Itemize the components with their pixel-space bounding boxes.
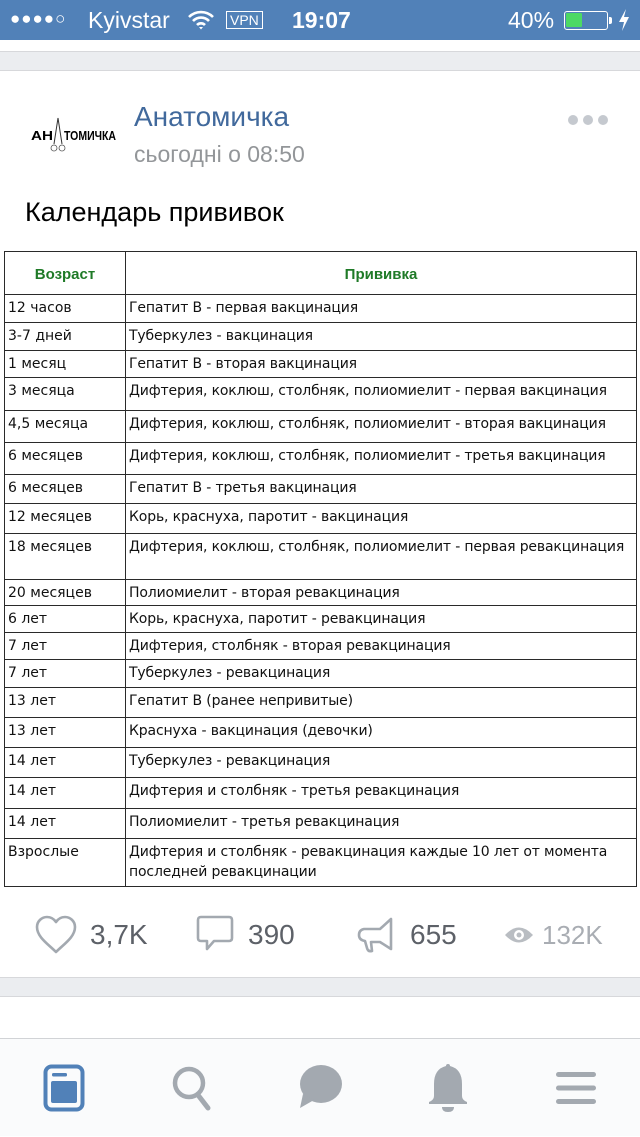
clock: 19:07: [292, 7, 351, 33]
table-row: [5, 718, 637, 748]
signal-strength-icon: ●●●●○: [10, 9, 67, 28]
vaccine-cell: Гепатит В - первая вакцинация: [126, 295, 637, 323]
table-row: [5, 778, 637, 809]
comment-button[interactable]: [196, 905, 295, 965]
age-cell: 14 лет: [5, 748, 126, 778]
more-dot-icon: [598, 115, 608, 125]
table-row: [5, 606, 637, 633]
wifi-icon: [188, 10, 214, 30]
table-row: [5, 411, 637, 443]
repost-button[interactable]: [356, 905, 457, 965]
views-count: 132K: [542, 919, 603, 950]
vaccine-cell: Гепатит В - третья вакцинация: [126, 475, 637, 504]
tab-news[interactable]: [0, 1039, 128, 1137]
newsfeed-icon: [43, 1064, 85, 1112]
table-row: [5, 351, 637, 378]
status-bar: [0, 0, 640, 40]
table-row: [5, 748, 637, 778]
vaccine-cell: Гепатит В - вторая вакцинация: [126, 351, 637, 378]
age-cell: 3 месяца: [5, 378, 126, 411]
battery-level-fill: [566, 13, 582, 27]
megaphone-icon: [356, 915, 398, 955]
table-header-row: [5, 252, 637, 295]
age-cell: 18 месяцев: [5, 534, 126, 580]
table-row: [5, 534, 637, 580]
table-row: [5, 323, 637, 351]
age-cell: 13 лет: [5, 718, 126, 748]
battery-percent: 40%: [508, 7, 555, 33]
age-cell: 13 лет: [5, 688, 126, 718]
vaccine-cell: Корь, краснуха, паротит - вакцинация: [126, 504, 637, 534]
comment-count: 390: [248, 919, 295, 950]
vaccine-cell: Дифтерия и столбняк - ревакцинация каждые 10 лет от момента последней ревакцинации: [126, 839, 637, 887]
tab-search[interactable]: [128, 1039, 256, 1137]
vaccination-table[interactable]: [4, 251, 637, 887]
search-icon: [170, 1064, 214, 1112]
age-cell: 6 месяцев: [5, 443, 126, 475]
table-row: [5, 633, 637, 660]
bottom-tab-bar: [0, 1038, 640, 1136]
table-row: [5, 475, 637, 504]
bell-icon: [427, 1062, 469, 1114]
message-bubble-icon: [297, 1064, 343, 1112]
age-cell: Взрослые: [5, 839, 126, 887]
battery-icon: [564, 11, 608, 30]
feed-separator: [0, 977, 640, 997]
community-avatar[interactable]: [26, 104, 120, 164]
eye-icon: [504, 924, 534, 946]
vaccine-cell: Туберкулез - ревакцинация: [126, 660, 637, 688]
carrier-name: Kyivstar: [88, 7, 170, 33]
battery-tip: [609, 17, 612, 24]
table-row: [5, 660, 637, 688]
more-options-button[interactable]: [568, 115, 608, 127]
vaccine-cell: Дифтерия, коклюш, столбняк, полиомиелит - третья вакцинация: [126, 443, 637, 475]
post-text: Календарь прививок: [25, 197, 284, 227]
vpn-badge: VPN: [226, 11, 263, 29]
tab-menu[interactable]: [512, 1039, 640, 1137]
comment-icon: [196, 915, 236, 955]
table-row: [5, 443, 637, 475]
vaccine-cell: Туберкулез - вакцинация: [126, 323, 637, 351]
table-row: [5, 839, 637, 887]
svg-text:АН: АН: [31, 128, 53, 143]
svg-text:ТОМИЧКА: ТОМИЧКА: [64, 128, 117, 143]
table-row: [5, 504, 637, 534]
heart-icon: [34, 915, 78, 955]
feed-separator: [0, 51, 640, 71]
vaccine-cell: Дифтерия, коклюш, столбняк, полиомиелит - вторая вакцинация: [126, 411, 637, 443]
hamburger-menu-icon: [555, 1071, 597, 1105]
table-row: [5, 688, 637, 718]
vaccine-cell: Краснуха - вакцинация (девочки): [126, 718, 637, 748]
post-author-link[interactable]: Анатомичка: [134, 101, 290, 132]
age-cell: 7 лет: [5, 660, 126, 688]
age-cell: 6 лет: [5, 606, 126, 633]
views-indicator: [504, 905, 603, 965]
vaccine-cell: Дифтерия, коклюш, столбняк, полиомиелит - первая вакцинация: [126, 378, 637, 411]
like-count: 3,7K: [90, 919, 148, 950]
header-vaccine: Прививка: [126, 252, 637, 295]
tab-notifications[interactable]: [384, 1039, 512, 1137]
like-button[interactable]: [34, 905, 148, 965]
age-cell: 20 месяцев: [5, 580, 126, 606]
age-cell: 3-7 дней: [5, 323, 126, 351]
vaccine-cell: Дифтерия и столбняк - третья ревакцинация: [126, 778, 637, 809]
header-age: Возраст: [5, 252, 126, 295]
post-actions: [0, 905, 640, 965]
repost-count: 655: [410, 919, 457, 950]
post-date: сьогодні о 08:50: [134, 141, 305, 167]
table-row: [5, 378, 637, 411]
table-row: [5, 295, 637, 323]
age-cell: 12 месяцев: [5, 504, 126, 534]
vaccine-cell: Дифтерия, коклюш, столбняк, полиомиелит - первая ревакцинация: [126, 534, 637, 580]
vaccine-cell: Полиомиелит - третья ревакцинация: [126, 809, 637, 839]
table-row: [5, 580, 637, 606]
age-cell: 7 лет: [5, 633, 126, 660]
vaccine-cell: Дифтерия, столбняк - вторая ревакцинация: [126, 633, 637, 660]
tab-messages[interactable]: [256, 1039, 384, 1137]
age-cell: 14 лет: [5, 809, 126, 839]
vaccine-cell: Туберкулез - ревакцинация: [126, 748, 637, 778]
age-cell: 4,5 месяца: [5, 411, 126, 443]
vaccine-cell: Гепатит В (ранее непривитые): [126, 688, 637, 718]
age-cell: 1 месяц: [5, 351, 126, 378]
more-dot-icon: [583, 115, 593, 125]
vaccine-cell: Полиомиелит - вторая ревакцинация: [126, 580, 637, 606]
age-cell: 12 часов: [5, 295, 126, 323]
charging-bolt-icon: [617, 8, 631, 32]
vaccine-cell: Корь, краснуха, паротит - ревакцинация: [126, 606, 637, 633]
more-dot-icon: [568, 115, 578, 125]
table-row: [5, 809, 637, 839]
age-cell: 6 месяцев: [5, 475, 126, 504]
age-cell: 14 лет: [5, 778, 126, 809]
